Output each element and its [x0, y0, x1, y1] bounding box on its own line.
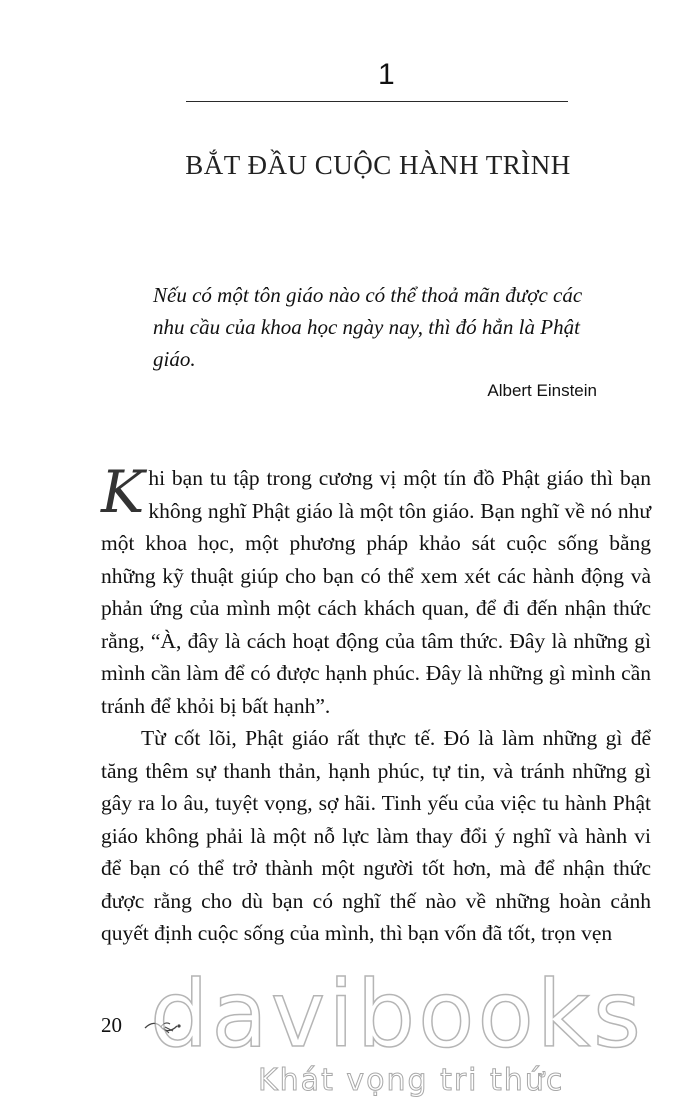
paragraph-text: hi bạn tu tập trong cương vị một tín đồ Phật giáo thì bạn không nghĩ Phật giáo là một tôn giáo. Bạn nghĩ về nó như một khoa học, một phương pháp khảo sát cuộc sống bằng những kỹ thuật giúp cho bạn có thể xem xét các hành động và phản ứng của mình một cách khách quan, để đi đến nhận thức rằng, “À, đây là cách hoạt động của tâm thức. Đây là những gì mình cần làm để có được hạnh phúc. Đây là những gì mình cần tránh để khỏi bị bất hạnh”. — [101, 466, 651, 718]
chapter-rule — [186, 101, 568, 102]
chapter-number: 1 — [378, 58, 395, 91]
body-text — [101, 458, 651, 950]
paragraph — [101, 458, 651, 722]
chapter-title: BẮT ĐẦU CUỘC HÀNH TRÌNH — [185, 150, 571, 180]
drop-cap: K — [101, 458, 145, 526]
epigraph-author: Albert Einstein — [487, 381, 597, 400]
paragraph: Từ cốt lõi, Phật giáo rất thực tế. Đó là làm những gì để tăng thêm sự thanh thản, hạnh phúc, tự tin, và tránh những gì gây ra lo âu, tuyệt vọng, sợ hãi. Tinh yếu của việc tu hành Phật giáo không phải là một nỗ lực làm thay đổi ý nghĩ và hành vi để bạn có thể trở thành một người tốt hơn, mà để nhận thức được rằng cho dù bạn có nghĩ thế nào về những hoàn cảnh quyết định cuộc sống của mình, thì bạn vốn đã tốt, trọn vẹn — [101, 726, 651, 945]
watermark-brand: davibooks — [150, 961, 644, 1068]
page-number: 20 — [101, 1013, 122, 1037]
epigraph-quote: Nếu có một tôn giáo nào có thể thoả mãn được các nhu cầu của khoa học ngày nay, thì đó hẳn là Phật giáo. — [153, 283, 583, 371]
watermark-tagline: Khát vọng tri thức — [258, 1063, 565, 1098]
